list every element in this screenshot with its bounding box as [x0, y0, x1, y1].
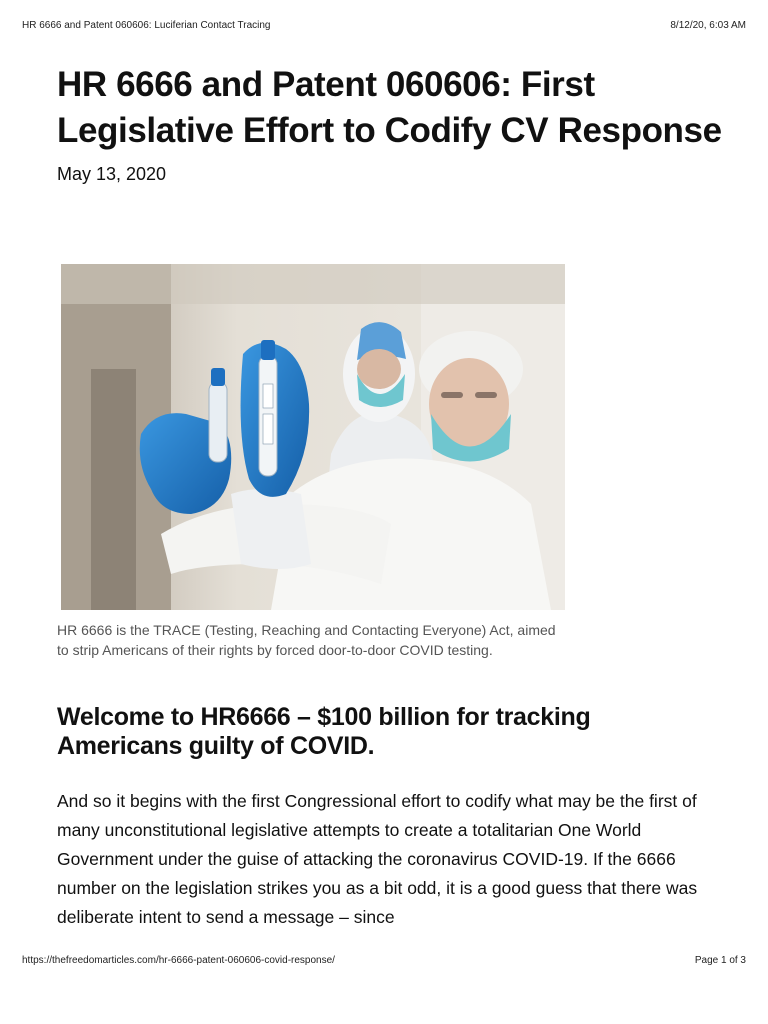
article	[57, 62, 727, 927]
article-image	[61, 264, 565, 610]
print-footer-page: Page 1 of 3	[694, 955, 746, 966]
article-paragraph: And so it begins with the first Congressional effort to codify what may be the first of many unconstitutional legislative attempts to create a totalitarian One World Government under the guise of attacking the coronavirus COVID-19. If the 6666 number on the legislation strikes you as a bit odd, it is a good guess that there was deliberate intent to send a message – since	[57, 791, 698, 927]
lab-workers-photo	[61, 264, 565, 610]
print-header-datetime: 8/12/20, 6:03 AM	[670, 20, 746, 31]
print-header	[22, 20, 746, 36]
print-header-title: HR 6666 and Patent 060606: Luciferian Contact Tracing	[22, 20, 271, 31]
image-caption: HR 6666 is the TRACE (Testing, Reaching and Contacting Everyone) Act, aimed to strip Americans of their rights by forced door-to-door COVID testing.	[57, 622, 556, 658]
article-title: HR 6666 and Patent 060606: First Legislative Effort to Codify CV Response	[57, 65, 722, 150]
print-footer-url: https://thefreedomarticles.com/hr-6666-patent-060606-covid-response/	[22, 955, 335, 966]
print-footer	[22, 955, 746, 971]
article-date: May 13, 2020	[57, 164, 167, 184]
article-subheading: Welcome to HR6666 – $100 billion for tracking Americans guilty of COVID.	[57, 703, 591, 760]
